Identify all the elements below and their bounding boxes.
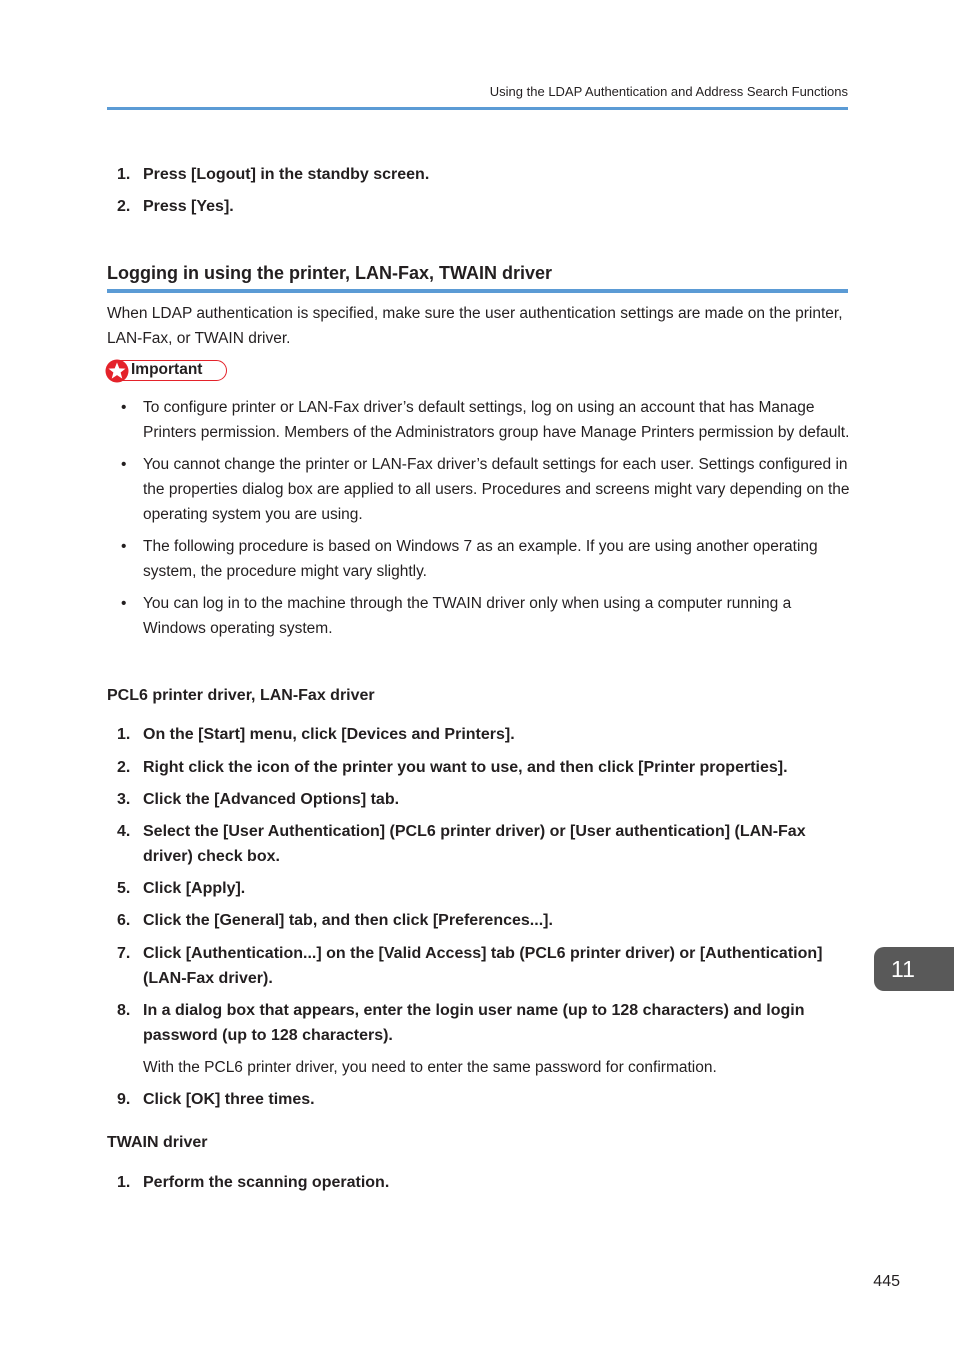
step-text: Click the [General] tab, and then click [Preferences...].	[143, 912, 553, 929]
logout-steps	[107, 162, 852, 219]
list-item	[107, 998, 852, 1080]
step-text: Click [Apply].	[143, 880, 246, 897]
step-text: Press [Logout] in the standby screen.	[143, 166, 430, 183]
twain-heading: TWAIN driver	[107, 1134, 208, 1151]
step-number: 8.	[117, 1002, 131, 1019]
list-item	[107, 194, 852, 219]
list-item	[107, 722, 852, 747]
step-number: 4.	[117, 823, 131, 840]
bullet-icon: •	[121, 538, 127, 555]
step-number: 6.	[117, 912, 131, 929]
chapter-tab	[874, 947, 954, 991]
step-number: 5.	[117, 880, 131, 897]
pcl6-steps	[107, 722, 852, 1112]
step-text: Click [OK] three times.	[143, 1091, 315, 1108]
step-note: With the PCL6 printer driver, you need to enter the same password for confirmation.	[143, 1059, 717, 1076]
pcl6-heading: PCL6 printer driver, LAN-Fax driver	[107, 687, 375, 704]
list-item	[107, 591, 852, 641]
step-text: Click [Authentication...] on the [Valid Access] tab (PCL6 printer driver) or [Authentication] (LAN-Fax driver).	[143, 945, 823, 987]
step-text: Click the [Advanced Options] tab.	[143, 791, 400, 808]
step-number: 1.	[117, 166, 131, 183]
bullet-icon: •	[121, 595, 127, 612]
list-item	[107, 162, 852, 187]
section-rule	[107, 289, 848, 293]
important-bullets	[107, 395, 852, 648]
step-number: 2.	[117, 759, 131, 776]
step-text: Perform the scanning operation.	[143, 1174, 390, 1191]
star-icon	[105, 359, 129, 383]
section-intro: When LDAP authentication is specified, make sure the user authentication settings are made on the printer, LAN-Fax, or TWAIN driver.	[107, 305, 843, 347]
important-label: Important	[131, 361, 203, 378]
list-item	[107, 395, 852, 445]
step-text: Press [Yes].	[143, 198, 234, 215]
list-item	[107, 452, 852, 527]
section-title: Logging in using the printer, LAN-Fax, TWAIN driver	[107, 263, 553, 283]
list-item	[107, 787, 852, 812]
bullet-text: You cannot change the printer or LAN-Fax driver’s default settings for each user. Settings configured in the properties dialog box are applied to all users. Procedures and screens might vary depending on the operating system you are using.	[143, 456, 850, 523]
important-badge	[106, 360, 227, 381]
bullet-icon: •	[121, 399, 127, 416]
chapter-number: 11	[891, 956, 915, 982]
list-item	[107, 755, 852, 780]
list-item	[107, 941, 852, 991]
list-item	[107, 819, 852, 869]
step-number: 9.	[117, 1091, 131, 1108]
list-item	[107, 1087, 852, 1112]
bullet-text: To configure printer or LAN-Fax driver’s default settings, log on using an account that has Manage Printers permission. Members of the Administrators group have Manage Printers permission by default.	[143, 399, 850, 441]
step-number: 3.	[117, 791, 131, 808]
page-number: 445	[873, 1273, 900, 1290]
step-text: Right click the icon of the printer you want to use, and then click [Printer properties].	[143, 759, 788, 776]
step-text: In a dialog box that appears, enter the login user name (up to 128 characters) and login password (up to 128 characters).	[143, 1002, 805, 1044]
step-number: 7.	[117, 945, 131, 962]
step-text: Select the [User Authentication] (PCL6 printer driver) or [User authentication] (LAN-Fax driver) check box.	[143, 823, 806, 865]
step-text: On the [Start] menu, click [Devices and Printers].	[143, 726, 515, 743]
bullet-text: The following procedure is based on Windows 7 as an example. If you are using another operating system, the procedure might vary slightly.	[143, 538, 818, 580]
step-number: 1.	[117, 1174, 131, 1191]
bullet-icon: •	[121, 456, 127, 473]
step-number: 1.	[117, 726, 131, 743]
list-item	[107, 534, 852, 584]
header-rule	[107, 107, 848, 110]
list-item	[107, 908, 852, 933]
twain-steps	[107, 1170, 852, 1195]
list-item	[107, 1170, 852, 1195]
bullet-text: You can log in to the machine through the TWAIN driver only when using a computer running a Windows operating system.	[143, 595, 792, 637]
running-header: Using the LDAP Authentication and Address Search Functions	[489, 84, 848, 99]
step-number: 2.	[117, 198, 131, 215]
list-item	[107, 876, 852, 901]
